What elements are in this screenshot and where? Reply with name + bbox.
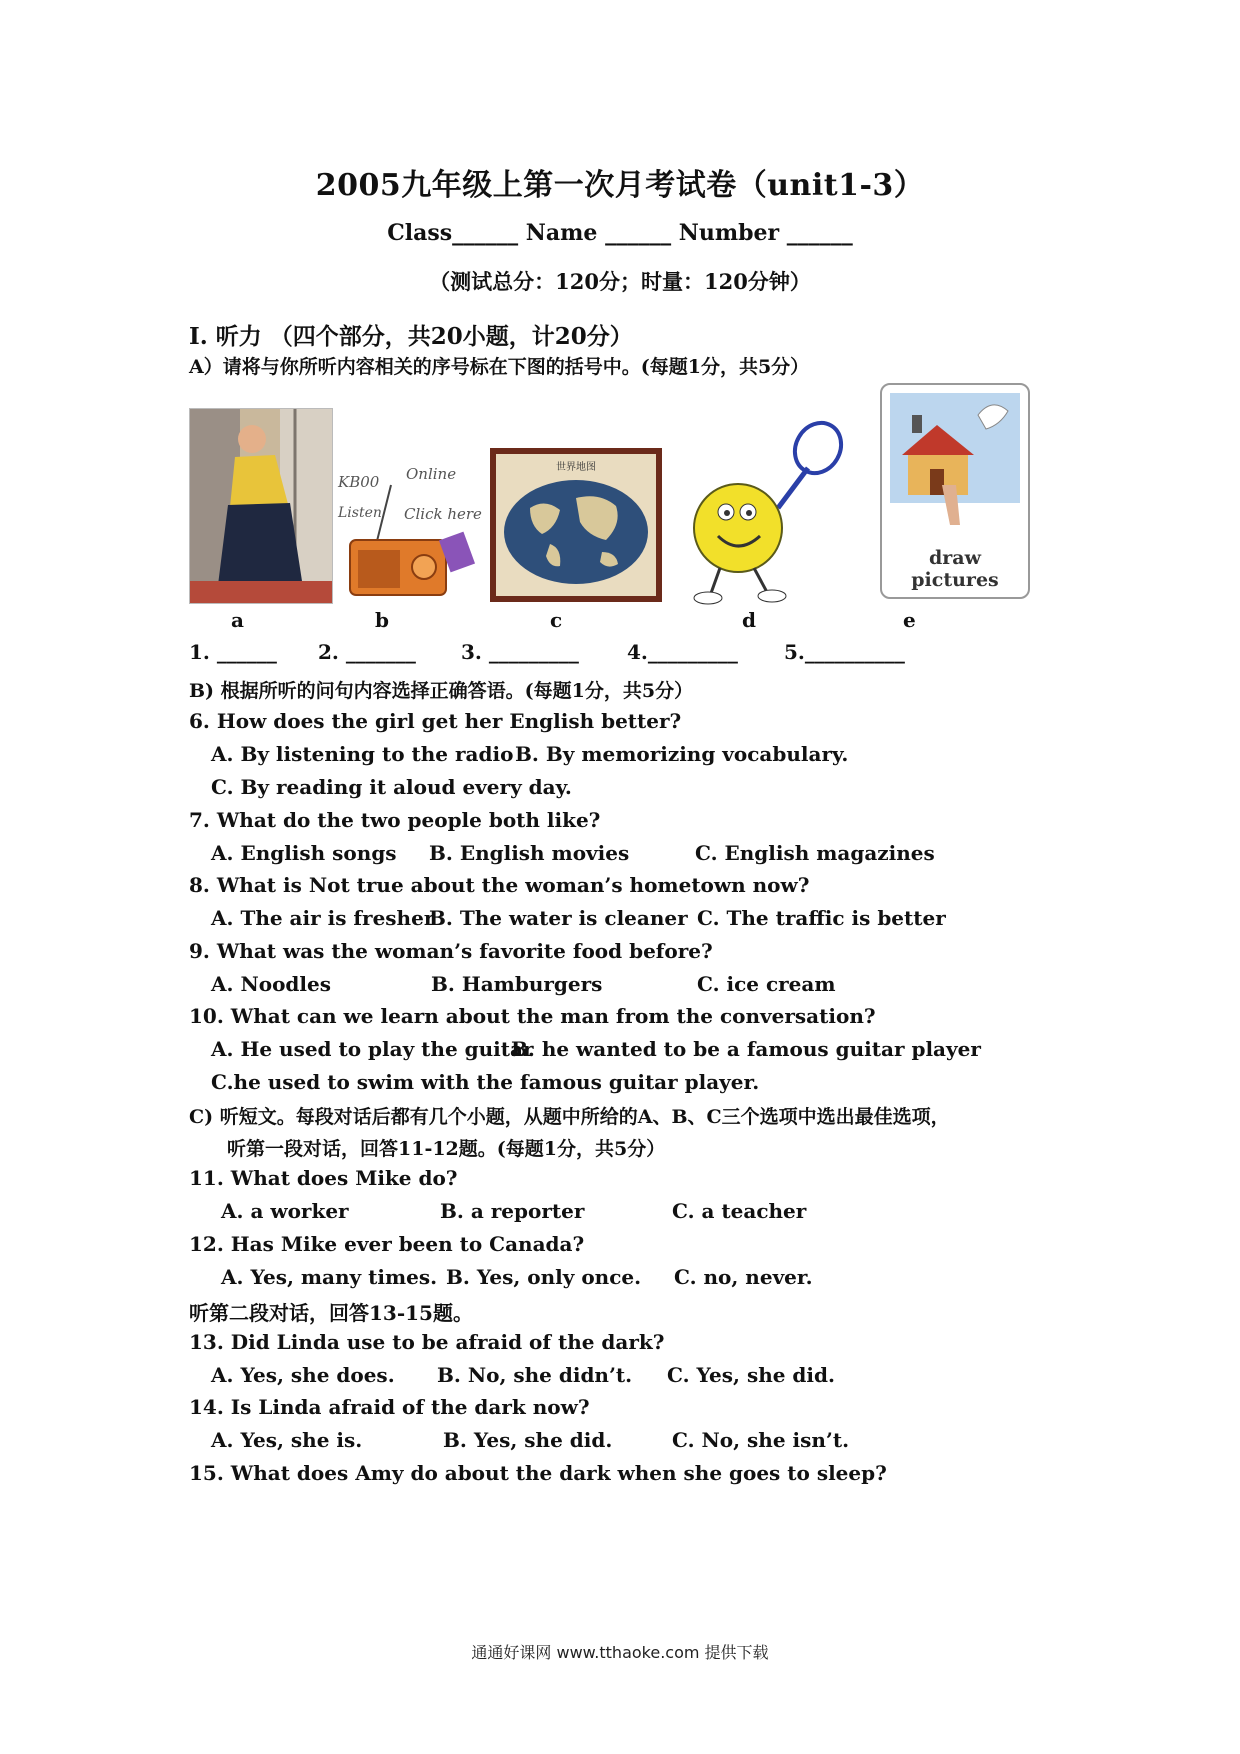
radio-text-listen: Listen xyxy=(338,505,382,521)
second-dialog-instruction: 听第二段对话，回答13-15题。 xyxy=(189,1301,473,1325)
q12-option-c[interactable]: C. no, never. xyxy=(674,1265,813,1289)
question-14: 14. Is Linda afraid of the dark now? xyxy=(189,1395,590,1419)
q6-option-a[interactable]: A. By listening to the radio xyxy=(211,742,514,766)
q10-option-b[interactable]: B. he wanted to be a famous guitar player xyxy=(511,1037,981,1061)
q8-option-b[interactable]: B. The water is cleaner xyxy=(429,906,688,930)
student-info-line: Class______ Name ______ Number ______ xyxy=(387,220,853,246)
q14-option-c[interactable]: C. No, she isn’t. xyxy=(672,1428,850,1452)
q8-option-a[interactable]: A. The air is fresher xyxy=(211,906,435,930)
tennis-cartoon-picture xyxy=(668,418,848,608)
q11-option-b[interactable]: B. a reporter xyxy=(440,1199,585,1223)
radio-text-kb00: KB00 xyxy=(338,473,380,491)
q14-option-b[interactable]: B. Yes, she did. xyxy=(443,1428,613,1452)
question-11: 11. What does Mike do? xyxy=(189,1166,458,1190)
answer-blank-5[interactable]: 5.__________ xyxy=(784,640,905,664)
question-15: 15. What does Amy do about the dark when she goes to sleep? xyxy=(189,1461,887,1485)
question-6: 6. How does the girl get her English better? xyxy=(189,709,682,733)
page-footer: 通通好课网 www.tthaoke.com 提供下载 xyxy=(471,1643,769,1662)
q13-option-c[interactable]: C. Yes, she did. xyxy=(667,1363,835,1387)
drawing-caption: draw pictures xyxy=(911,547,999,591)
q7-option-c[interactable]: C. English magazines xyxy=(695,841,935,865)
q7-option-b[interactable]: B. English movies xyxy=(429,841,630,865)
answer-blank-3[interactable]: 3. _________ xyxy=(461,640,579,664)
radio-text-click-here: Click here xyxy=(404,505,482,523)
q13-option-a[interactable]: A. Yes, she does. xyxy=(211,1363,395,1387)
q12-option-a[interactable]: A. Yes, many times. xyxy=(221,1265,438,1289)
q9-option-c[interactable]: C. ice cream xyxy=(697,972,836,996)
exam-title: 2005九年级上第一次月考试卷（unit1-3） xyxy=(315,168,925,203)
question-9: 9. What was the woman’s favorite food before? xyxy=(189,939,713,963)
drawing-picture xyxy=(880,383,1030,599)
world-map-picture xyxy=(490,448,662,602)
q6-option-c[interactable]: C. By reading it aloud every day. xyxy=(211,775,572,799)
question-8: 8. What is Not true about the woman’s hometown now? xyxy=(189,873,810,897)
picture-label-e: e xyxy=(903,608,916,632)
part-c-instruction-1: C) 听短文。每段对话后都有几个小题，从题中所给的A、B、C三个选项中选出最佳选项， xyxy=(189,1106,950,1128)
question-7: 7. What do the two people both like? xyxy=(189,808,601,832)
q10-option-a[interactable]: A. He used to play the guitar xyxy=(211,1037,534,1061)
q11-option-c[interactable]: C. a teacher xyxy=(672,1199,807,1223)
part-a-instruction: A）请将与你所听内容相关的序号标在下图的括号中。(每题1分，共5分） xyxy=(189,356,810,378)
q12-option-b[interactable]: B. Yes, only once. xyxy=(446,1265,642,1289)
picture-label-b: b xyxy=(375,608,389,632)
question-12: 12. Has Mike ever been to Canada? xyxy=(189,1232,585,1256)
question-10: 10. What can we learn about the man from the conversation? xyxy=(189,1004,876,1028)
q9-option-b[interactable]: B. Hamburgers xyxy=(431,972,603,996)
question-13: 13. Did Linda use to be afraid of the dark? xyxy=(189,1330,665,1354)
q9-option-a[interactable]: A. Noodles xyxy=(211,972,331,996)
q14-option-a[interactable]: A. Yes, she is. xyxy=(211,1428,363,1452)
picture-label-a: a xyxy=(231,608,244,632)
answer-blank-4[interactable]: 4._________ xyxy=(627,640,738,664)
q7-option-a[interactable]: A. English songs xyxy=(211,841,397,865)
answer-blank-1[interactable]: 1. ______ xyxy=(189,640,277,664)
q13-option-b[interactable]: B. No, she didn’t. xyxy=(437,1363,633,1387)
part-c-instruction-2: 听第一段对话，回答11-12题。(每题1分，共5分） xyxy=(227,1138,666,1160)
q8-option-c[interactable]: C. The traffic is better xyxy=(697,906,946,930)
exam-meta-line: （测试总分：120分；时量：120分钟） xyxy=(429,269,811,294)
map-title: 世界地图 xyxy=(556,462,596,473)
q10-option-c[interactable]: C.he used to swim with the famous guitar player. xyxy=(211,1070,760,1094)
section1-heading: Ⅰ. 听力 （四个部分，共20小题，计20分） xyxy=(189,323,633,350)
woman-at-window-picture xyxy=(189,408,333,604)
q6-option-b[interactable]: B. By memorizing vocabulary. xyxy=(515,742,849,766)
picture-label-c: c xyxy=(550,608,563,632)
q11-option-a[interactable]: A. a worker xyxy=(221,1199,349,1223)
radio-text-online: Online xyxy=(406,465,457,483)
picture-label-d: d xyxy=(742,608,756,632)
answer-blank-2[interactable]: 2. _______ xyxy=(318,640,416,664)
radio-picture xyxy=(336,455,486,605)
part-b-instruction: B) 根据所听的问句内容选择正确答语。(每题1分，共5分） xyxy=(189,680,694,702)
